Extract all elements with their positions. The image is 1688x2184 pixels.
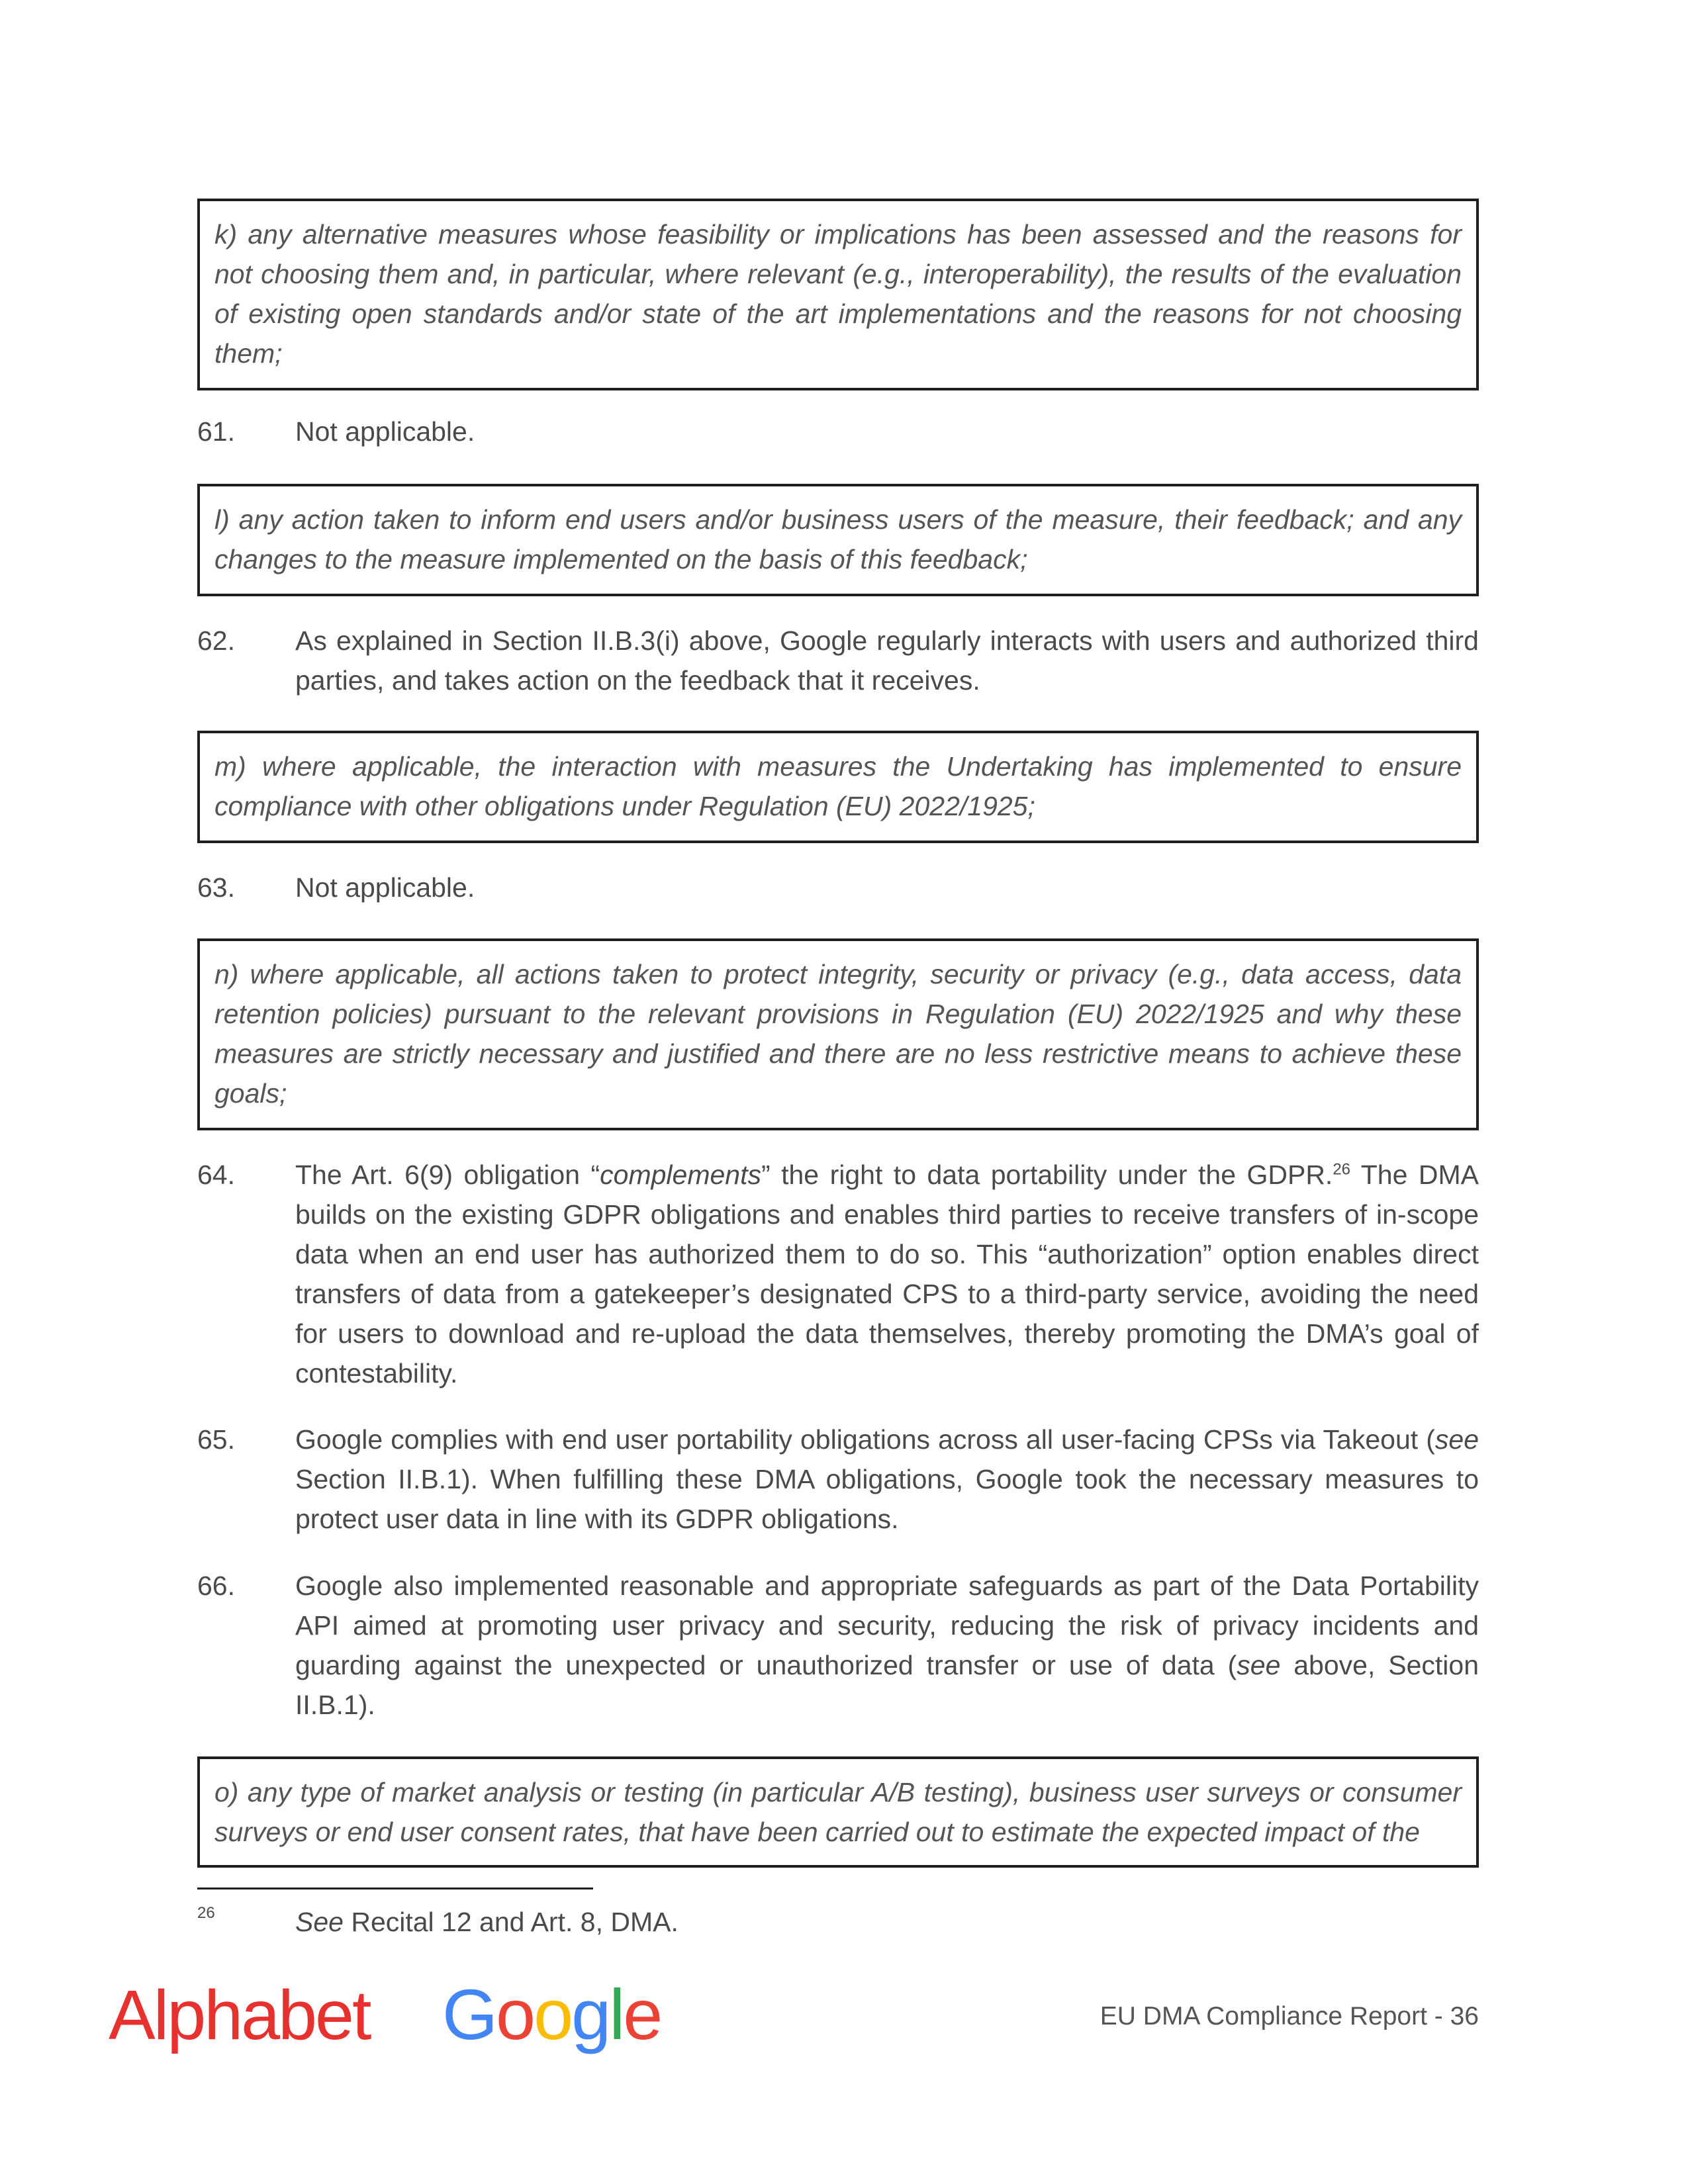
logo-letter: l [609, 1974, 624, 2054]
requirement-text-n: n) where applicable, all actions taken to protect integrity, security or privacy (e.g., data access, data retention policies) pursuant to the relevant provisions in Regulation (EU) 2022/1925 and why these measures are strictly necessary and justified and there are no less restrictive means to achieve these goals; [214, 959, 1462, 1109]
text-run: Section II.B.1). When fulfilling these DMA obligations, Google took the necessary measures to protect user data in line with its GDPR obligations. [295, 1464, 1479, 1534]
paragraph-text: Not applicable. [295, 416, 475, 447]
emphasis: See [295, 1907, 344, 1937]
logo-letter: e [623, 1974, 661, 2054]
google-logo [442, 1976, 661, 2053]
paragraph-66 [197, 1566, 1479, 1725]
requirement-text-k: k) any alternative measures whose feasibility or implications has been assessed and the reasons for not choosing them and, in particular, where relevant (e.g., interoperability), the results of the evaluation of existing open standards and/or state of the art implementations and the reasons for not choosing them; [214, 219, 1462, 369]
paragraph-number: 63. [197, 872, 235, 903]
text-run: ” the right to data portability under the GDPR. [761, 1160, 1333, 1190]
text-run: The Art. 6(9) obligation “ [295, 1160, 600, 1190]
footnote-number: 26 [197, 1904, 215, 1922]
page-footer-label: EU DMA Compliance Report - 36 [1100, 2002, 1479, 2030]
logo-letter: o [534, 1974, 572, 2054]
text-run: Google also implemented reasonable and appropriate safeguards as part of the Data Portability API aimed at promoting user privacy and security, reducing the risk of privacy incidents and guarding against the unexpected or unauthorized transfer or use of data ( [295, 1570, 1479, 1680]
requirement-box-o [197, 1756, 1479, 1868]
paragraph-number: 66. [197, 1570, 235, 1601]
paragraph-61 [197, 412, 1479, 451]
paragraph-text [295, 1566, 1479, 1725]
paragraph-text [295, 1155, 1479, 1393]
text-run: Google complies with end user portability obligations across all user-facing CPSs via Takeout ( [295, 1424, 1435, 1455]
requirement-box-m [197, 731, 1479, 843]
logo-letter: o [496, 1974, 534, 2054]
footnote-divider [197, 1888, 593, 1889]
requirement-box-l [197, 484, 1479, 596]
paragraph-number: 62. [197, 625, 235, 656]
paragraph-text: As explained in Section II.B.3(i) above, Google regularly interacts with users and authorized third parties, and takes action on the feedback that it receives. [295, 625, 1479, 696]
requirement-text-l: l) any action taken to inform end users and/or business users of the measure, their feedback; and any changes to the measure implemented on the basis of this feedback; [214, 504, 1462, 574]
requirement-text-o: o) any type of market analysis or testing (in particular A/B testing), business user surveys or consumer surveys or end user consent rates, that have been carried out to estimate the expected impact of the [214, 1777, 1462, 1847]
paragraph-text: Not applicable. [295, 872, 475, 903]
paragraph-number: 64. [197, 1160, 235, 1190]
requirement-text-m: m) where applicable, the interaction with measures the Undertaking has implemented to ensure compliance with other obligations under Regulation (EU) 2022/1925; [214, 751, 1462, 821]
requirement-box-k [197, 199, 1479, 390]
emphasis: complements [600, 1160, 761, 1190]
footnote-text [295, 1903, 1479, 1940]
logo-letter: g [571, 1974, 610, 2054]
emphasis: see [1434, 1424, 1479, 1455]
paragraph-number: 61. [197, 416, 235, 447]
text-run: above, Section II.B.1). [295, 1650, 1479, 1720]
paragraph-64 [197, 1155, 1479, 1393]
paragraph-63 [197, 868, 1479, 907]
alphabet-logo: Alphabet [109, 1976, 370, 2054]
text-run: Recital 12 and Art. 8, DMA. [343, 1907, 679, 1937]
paragraph-62 [197, 621, 1479, 700]
footnote-reference[interactable]: 26 [1333, 1160, 1351, 1179]
text-run: The DMA builds on the existing GDPR obligations and enables third parties to receive transfers of in-scope data when an end user has authorized them to do so. This “authorization” option enables direct transfers of data from a gatekeeper’s designated CPS to a third-party service, avoiding the need for users to download and re-upload the data themselves, thereby promoting the DMA’s goal of contestability. [295, 1160, 1479, 1388]
emphasis: see [1237, 1650, 1281, 1680]
paragraph-number: 65. [197, 1424, 235, 1455]
requirement-box-n [197, 938, 1479, 1130]
logo-letter: G [442, 1974, 496, 2054]
paragraph-text [295, 1420, 1479, 1539]
footnote-26 [197, 1903, 1479, 1940]
paragraph-65 [197, 1420, 1479, 1539]
